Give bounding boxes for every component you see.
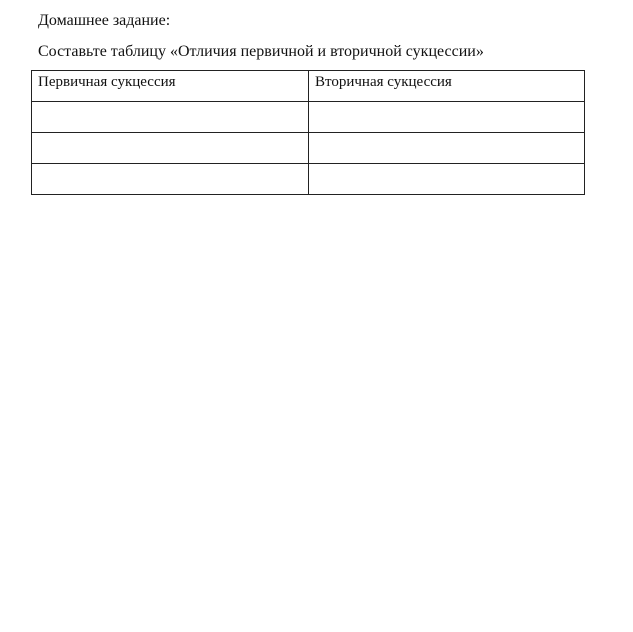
table-cell[interactable] <box>32 164 309 195</box>
comparison-table <box>31 70 585 195</box>
homework-heading: Домашнее задание: <box>38 12 171 29</box>
table-cell[interactable] <box>32 102 309 133</box>
table-header-row <box>32 71 585 102</box>
task-text: Составьте таблицу «Отличия первичной и вторичной сукцессии» <box>38 43 484 60</box>
table-row <box>32 133 585 164</box>
table-cell[interactable] <box>32 133 309 164</box>
table-cell[interactable] <box>309 164 585 195</box>
column-header-primary: Первичная сукцессия <box>32 71 309 102</box>
table-row <box>32 102 585 133</box>
table-row <box>32 164 585 195</box>
table-cell[interactable] <box>309 133 585 164</box>
column-header-secondary: Вторичная сукцессия <box>309 71 585 102</box>
table-cell[interactable] <box>309 102 585 133</box>
